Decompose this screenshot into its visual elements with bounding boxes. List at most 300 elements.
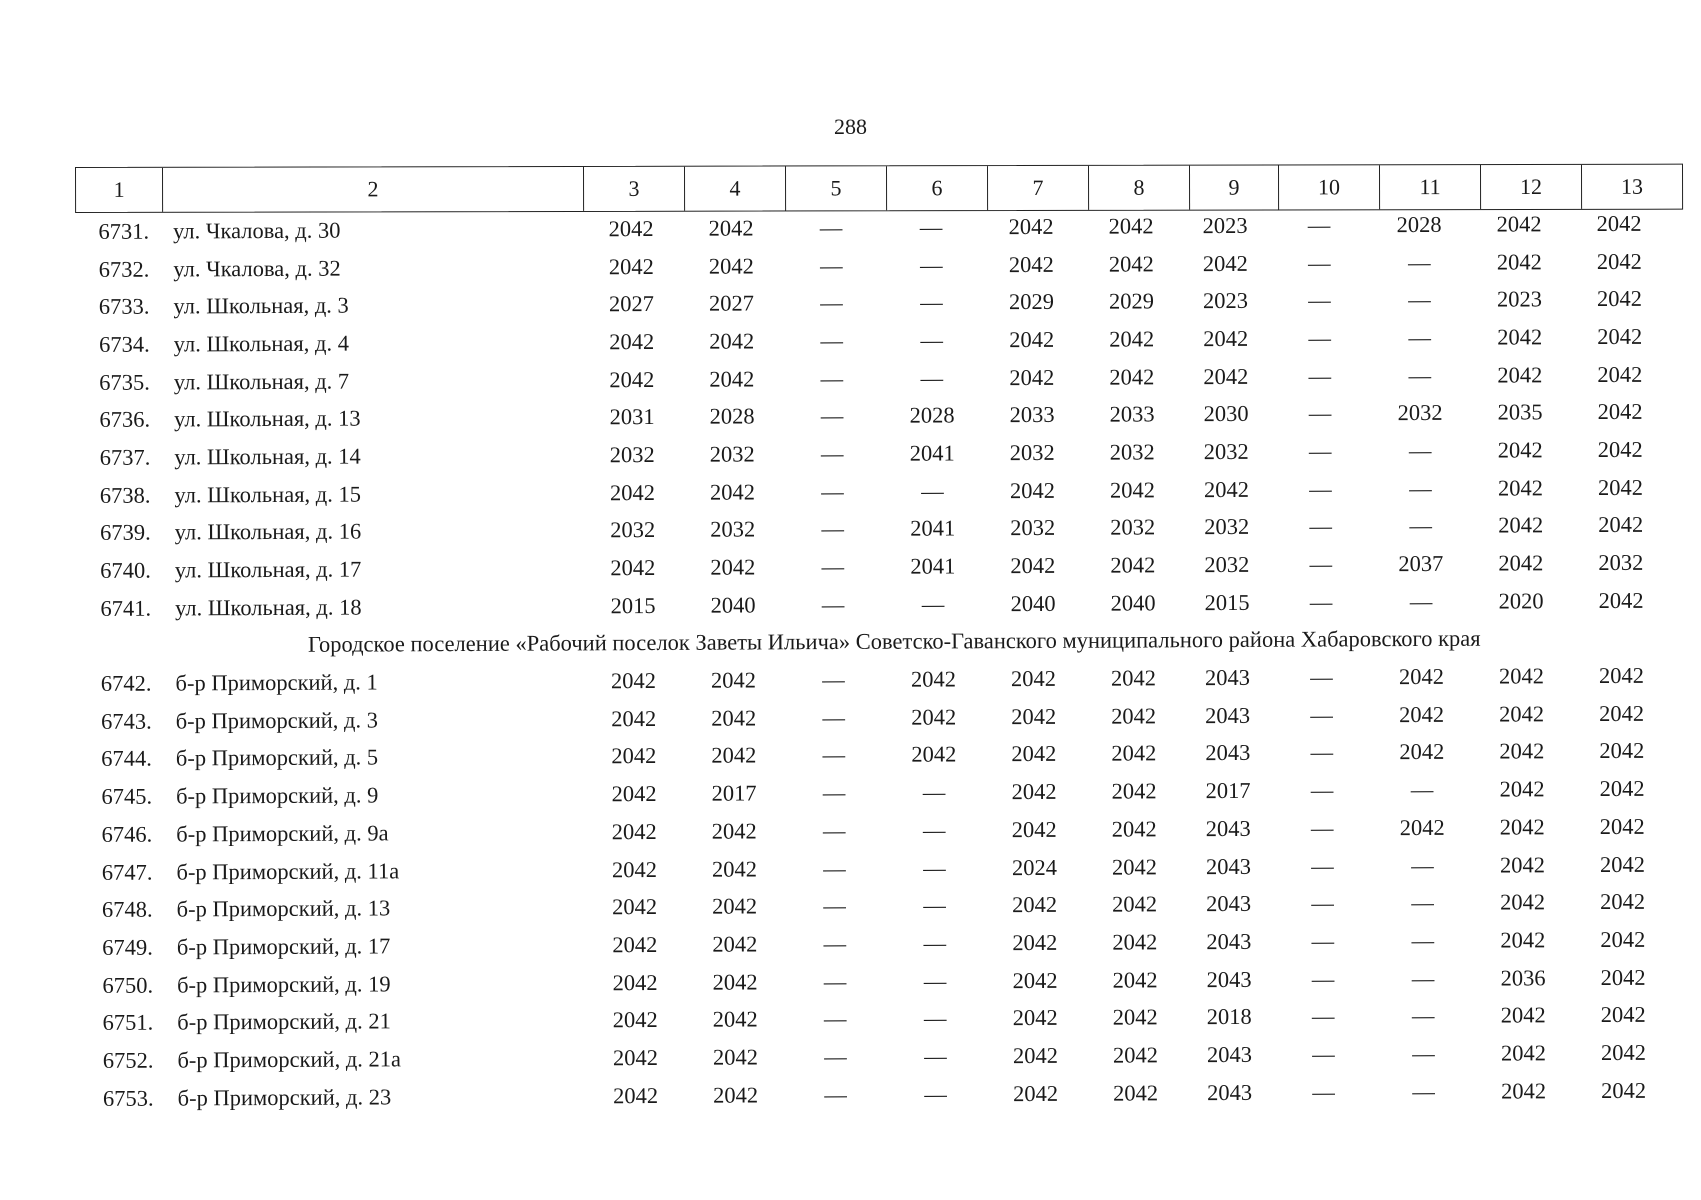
year-cell: 2042 <box>1501 1077 1547 1104</box>
year-cell: 2042 <box>608 215 654 242</box>
year-cell: 2042 <box>1498 550 1544 576</box>
year-cell: 2029 <box>1108 288 1155 314</box>
year-cell: — <box>1309 589 1333 615</box>
year-cell: 2042 <box>1598 662 1645 689</box>
year-cell: — <box>1310 739 1334 766</box>
year-cell: — <box>1312 1041 1335 1067</box>
year-cell: — <box>922 817 946 843</box>
year-cell: 2042 <box>1497 361 1543 388</box>
year-cell: 2042 <box>1598 587 1644 613</box>
year-cell: 2042 <box>1011 816 1057 842</box>
year-cell: 2042 <box>911 741 957 768</box>
year-cell: 2042 <box>1497 474 1544 501</box>
year-cell: 2029 <box>1008 289 1055 315</box>
year-cell: 2042 <box>1013 1080 1059 1106</box>
year-cell: 2042 <box>710 667 757 693</box>
year-cell: 2023 <box>1496 286 1543 312</box>
year-cell: 2042 <box>1500 1040 1546 1066</box>
year-cell: 2042 <box>611 743 657 769</box>
year-cell: 2041 <box>910 553 956 579</box>
year-cell: 2042 <box>1112 929 1158 955</box>
year-cell: 2042 <box>1599 738 1645 764</box>
year-cell: 2037 <box>1398 550 1444 577</box>
year-cell: 2042 <box>709 366 755 392</box>
year-cell: 2042 <box>611 781 657 807</box>
year-cell: — <box>1411 1003 1435 1029</box>
year-cell: — <box>822 742 846 768</box>
table-row <box>80 1071 1674 1117</box>
year-cell: — <box>1410 777 1434 803</box>
year-cell: — <box>1311 928 1335 954</box>
year-cell: — <box>823 968 847 994</box>
year-cell: — <box>920 327 943 353</box>
address-cell: б-р Приморский, д. 5 <box>175 744 379 771</box>
year-cell: 2042 <box>1109 477 1156 503</box>
year-cell: 2042 <box>1010 552 1056 579</box>
year-cell: 2027 <box>608 291 655 317</box>
year-cell: 2042 <box>1399 739 1445 765</box>
row-number: 6733. <box>98 293 150 320</box>
year-cell: 2042 <box>1109 326 1155 352</box>
year-cell: — <box>821 554 845 580</box>
year-cell: 2042 <box>1497 324 1543 350</box>
year-cell: 2042 <box>1398 663 1445 690</box>
year-cell: 2042 <box>1498 663 1545 689</box>
address-cell: ул. Школьная, д. 16 <box>174 518 362 545</box>
header-cell-10: 10 <box>1278 165 1379 209</box>
year-cell: 2042 <box>1010 665 1057 692</box>
year-cell: 2027 <box>708 290 755 316</box>
year-cell: 2042 <box>1500 889 1546 915</box>
year-cell: 2043 <box>1205 853 1251 879</box>
year-cell: 2042 <box>1011 741 1057 767</box>
year-cell: — <box>823 855 846 881</box>
year-cell: 2042 <box>1111 853 1158 880</box>
year-cell: 2024 <box>1011 854 1058 880</box>
year-cell: 2043 <box>1206 966 1252 992</box>
year-cell: — <box>819 252 843 278</box>
page-number: 288 <box>834 114 867 139</box>
year-cell: 2042 <box>1499 776 1545 802</box>
year-cell: 2042 <box>1012 1005 1058 1031</box>
address-cell: ул. Чкалова, д. 30 <box>173 217 341 244</box>
year-cell: 2042 <box>1497 437 1543 463</box>
year-cell: 2043 <box>1204 664 1251 691</box>
year-cell: — <box>919 251 943 278</box>
year-cell: 2042 <box>1600 1002 1646 1028</box>
year-cell: 2042 <box>1499 814 1545 840</box>
year-cell: 2042 <box>609 366 655 392</box>
year-cell: 2015 <box>610 592 656 618</box>
year-cell: — <box>923 892 946 918</box>
year-cell: — <box>920 289 943 315</box>
year-cell: — <box>821 516 844 542</box>
year-cell: — <box>1311 852 1334 879</box>
year-cell: 2042 <box>1601 1077 1647 1103</box>
year-cell: 2043 <box>1205 815 1251 841</box>
year-cell: 2042 <box>610 668 657 694</box>
year-cell: — <box>1310 702 1333 728</box>
year-cell: 2042 <box>1012 1042 1058 1069</box>
table-body <box>75 205 1674 1118</box>
year-cell: 2042 <box>1596 210 1642 236</box>
address-cell: б-р Приморский, д. 21 <box>177 1008 391 1035</box>
year-cell: 2042 <box>1600 889 1646 915</box>
year-cell: 2035 <box>1497 399 1543 425</box>
year-cell: — <box>819 214 843 240</box>
row-number: 6750. <box>102 972 154 998</box>
year-cell: — <box>1311 890 1334 916</box>
year-cell: 2042 <box>610 554 656 581</box>
year-cell: 2042 <box>1599 700 1645 726</box>
year-cell: 2042 <box>612 1044 658 1071</box>
year-cell: 2032 <box>609 441 655 468</box>
year-cell: 2042 <box>1109 363 1155 390</box>
year-cell: — <box>923 968 947 994</box>
address-cell: ул. Школьная, д. 13 <box>174 405 361 432</box>
year-cell: 2018 <box>1206 1004 1252 1030</box>
year-cell: 2043 <box>1206 891 1252 917</box>
year-cell: 2042 <box>711 705 757 731</box>
year-cell: 2020 <box>1498 588 1544 614</box>
year-cell: — <box>923 1005 947 1031</box>
year-cell: 2042 <box>709 328 755 354</box>
row-number: 6740. <box>100 557 151 583</box>
year-cell: — <box>824 1081 847 1107</box>
header-cell-5: 5 <box>785 166 886 210</box>
year-cell: 2042 <box>1112 966 1158 993</box>
row-number: 6747. <box>101 859 153 885</box>
year-cell: 2042 <box>612 931 658 958</box>
year-cell: 2033 <box>1109 401 1155 427</box>
year-cell: 2042 <box>1203 476 1250 502</box>
header-cell-9: 9 <box>1189 165 1278 209</box>
year-cell: 2042 <box>1202 250 1248 276</box>
year-cell: — <box>1309 513 1332 539</box>
address-cell: б-р Приморский, д. 13 <box>176 895 391 922</box>
year-cell: — <box>820 290 843 316</box>
row-number: 6731. <box>98 218 150 244</box>
year-cell: 2042 <box>710 554 756 580</box>
address-cell: ул. Школьная, д. 14 <box>174 443 361 470</box>
year-cell: — <box>923 854 946 881</box>
header-cell-11: 11 <box>1379 165 1480 209</box>
year-cell: 2042 <box>708 215 754 241</box>
year-cell: — <box>1409 475 1432 501</box>
year-cell: — <box>1408 437 1432 463</box>
year-cell: — <box>822 704 845 730</box>
year-cell: — <box>820 403 844 429</box>
year-cell: 2042 <box>1111 778 1157 804</box>
year-cell: 2042 <box>1110 552 1156 578</box>
year-cell: 2042 <box>1600 1039 1646 1065</box>
year-cell: — <box>1408 324 1431 350</box>
year-cell: 2042 <box>1012 892 1058 918</box>
year-cell: 2042 <box>1111 816 1157 842</box>
year-cell: 2042 <box>1600 964 1646 990</box>
year-cell: — <box>822 817 846 843</box>
row-number: 6748. <box>101 896 153 923</box>
year-cell: — <box>921 478 944 504</box>
year-cell: 2032 <box>1397 400 1443 426</box>
year-cell: 2042 <box>1598 512 1644 538</box>
year-cell: — <box>1409 513 1432 539</box>
year-cell: — <box>1411 927 1435 953</box>
year-cell: — <box>1308 325 1331 351</box>
year-cell: 2042 <box>1399 701 1445 727</box>
year-cell: — <box>1412 1040 1435 1066</box>
year-cell: 2042 <box>1113 1079 1159 1106</box>
year-cell: — <box>1309 551 1333 577</box>
year-cell: 2042 <box>1112 891 1158 917</box>
address-cell: ул. Школьная, д. 3 <box>173 292 349 319</box>
address-cell: б-р Приморский, д. 1 <box>175 669 378 696</box>
year-cell: 2032 <box>1110 514 1156 540</box>
year-cell: 2042 <box>1599 813 1645 839</box>
year-cell: 2028 <box>909 402 955 428</box>
year-cell: 2042 <box>1009 477 1056 503</box>
year-cell: 2032 <box>1010 515 1056 541</box>
year-cell: 2042 <box>1596 286 1643 312</box>
year-cell: 2042 <box>1009 326 1055 353</box>
address-cell: б-р Приморский, д. 21а <box>177 1046 402 1073</box>
address-cell: б-р Приморский, д. 11а <box>176 857 400 885</box>
year-cell: — <box>821 478 844 504</box>
year-cell: — <box>924 1081 947 1107</box>
year-cell: — <box>1408 362 1432 388</box>
year-cell: 2042 <box>611 818 657 845</box>
year-cell: 2015 <box>1204 589 1250 615</box>
year-cell: 2042 <box>711 818 757 844</box>
row-number: 6743. <box>100 708 152 734</box>
year-cell: 2032 <box>710 516 756 543</box>
year-cell: 2040 <box>1010 590 1056 616</box>
address-cell: б-р Приморский, д. 3 <box>175 707 379 734</box>
row-number: 6753. <box>102 1085 154 1111</box>
year-cell: 2036 <box>1500 964 1546 991</box>
row-number: 6752. <box>102 1047 154 1073</box>
year-cell: 2042 <box>911 704 957 730</box>
year-cell: — <box>1308 287 1331 313</box>
year-cell: — <box>1409 588 1433 614</box>
year-cell: 2032 <box>610 517 656 543</box>
row-number: 6734. <box>98 331 150 357</box>
year-cell: — <box>1407 249 1431 275</box>
year-cell: 2042 <box>910 666 957 692</box>
year-cell: — <box>1411 852 1434 878</box>
year-cell: 2042 <box>1597 323 1643 349</box>
year-cell: 2042 <box>1108 250 1154 277</box>
header-cell-8: 8 <box>1088 166 1189 210</box>
year-cell: 2042 <box>609 328 655 355</box>
year-cell: 2043 <box>1206 1041 1252 1068</box>
year-cell: — <box>919 214 943 240</box>
year-cell: — <box>1311 1003 1335 1029</box>
year-cell: — <box>1411 890 1434 916</box>
address-cell: б-р Приморский, д. 19 <box>176 970 391 998</box>
year-cell: 2042 <box>1597 399 1643 425</box>
year-cell: 2040 <box>710 592 756 618</box>
year-cell: 2042 <box>1008 251 1054 277</box>
year-cell: 2042 <box>1012 929 1058 956</box>
year-cell: 2032 <box>709 441 755 467</box>
year-cell: — <box>1309 476 1332 502</box>
year-cell: 2042 <box>712 1006 758 1032</box>
year-cell: — <box>822 780 846 806</box>
year-cell: — <box>924 1043 947 1069</box>
header-cell-13: 13 <box>1581 165 1682 209</box>
year-cell: 2042 <box>1599 851 1645 877</box>
year-cell: 2023 <box>1202 288 1249 314</box>
year-cell: 2042 <box>613 1082 659 1108</box>
year-cell: — <box>824 1043 847 1070</box>
row-number: 6738. <box>99 482 151 508</box>
year-cell: — <box>822 667 845 693</box>
row-number: 6741. <box>100 595 152 621</box>
year-cell: 2042 <box>612 1007 658 1033</box>
year-cell: 2032 <box>1204 514 1250 540</box>
address-cell: ул. Школьная, д. 4 <box>173 330 349 357</box>
header-cell-3: 3 <box>583 167 684 211</box>
year-cell: 2042 <box>1500 1002 1546 1028</box>
year-cell: — <box>1408 287 1431 313</box>
year-cell: — <box>821 591 845 617</box>
header-cell-2: 2 <box>162 167 583 212</box>
year-cell: 2042 <box>1011 703 1057 729</box>
year-cell: — <box>823 1006 847 1032</box>
year-cell: 2032 <box>1109 439 1155 465</box>
year-cell: 2042 <box>1009 364 1055 390</box>
address-cell: ул. Школьная, д. 15 <box>174 481 362 508</box>
year-cell: — <box>1307 249 1331 276</box>
address-cell: ул. Школьная, д. 17 <box>174 556 362 583</box>
year-cell: 2042 <box>1597 474 1644 500</box>
year-cell: — <box>823 930 847 956</box>
year-cell: — <box>820 327 843 354</box>
year-cell: 2042 <box>1203 363 1249 389</box>
year-cell: 2042 <box>1597 436 1643 462</box>
year-cell: 2043 <box>1205 740 1251 766</box>
year-cell: — <box>1308 438 1332 464</box>
section-title: Городское поселение «Рабочий поселок Заветы Ильича» Советско-Гаванского муниципального района Хабаровского края <box>307 626 1481 658</box>
year-cell: 2032 <box>1204 551 1250 578</box>
year-cell: 2032 <box>1203 438 1249 465</box>
year-cell: — <box>1308 400 1332 426</box>
year-cell: — <box>823 893 846 919</box>
row-number: 6742. <box>100 670 152 696</box>
year-cell: 2042 <box>713 1082 759 1108</box>
year-cell: — <box>1310 815 1334 841</box>
row-number: 6736. <box>99 406 151 433</box>
address-cell: ул. Школьная, д. 7 <box>173 368 350 395</box>
year-cell: 2042 <box>609 479 656 505</box>
row-number: 6744. <box>101 746 152 772</box>
year-cell: 2042 <box>1600 926 1646 952</box>
year-cell: 2042 <box>711 742 757 769</box>
year-cell: 2032 <box>1598 549 1644 576</box>
year-cell: 2028 <box>1396 211 1442 237</box>
header-cell-1: 1 <box>113 176 125 202</box>
year-cell: 2042 <box>1111 703 1157 729</box>
year-cell: 2042 <box>1108 213 1154 239</box>
year-cell: — <box>820 365 844 391</box>
year-cell: — <box>1412 1078 1435 1104</box>
year-cell: 2042 <box>1500 927 1546 953</box>
year-cell: 2042 <box>1498 512 1544 538</box>
year-cell: 2042 <box>708 252 754 279</box>
year-cell: — <box>1310 664 1333 690</box>
year-cell: 2042 <box>1496 248 1542 275</box>
year-cell: 2041 <box>909 440 955 466</box>
year-cell: 2042 <box>1008 213 1054 239</box>
year-cell: 2042 <box>1596 248 1642 274</box>
year-cell: — <box>1310 777 1334 803</box>
year-cell: 2017 <box>1205 778 1251 804</box>
year-cell: 2043 <box>1206 928 1252 954</box>
year-cell: 2031 <box>609 404 655 430</box>
year-cell: 2042 <box>611 856 658 882</box>
header-cell-6: 6 <box>886 166 987 210</box>
year-cell: — <box>1311 966 1335 992</box>
year-cell: 2042 <box>611 705 657 731</box>
year-cell: 2042 <box>1111 740 1157 767</box>
year-cell: 2042 <box>709 479 756 505</box>
year-cell: 2042 <box>1112 1004 1158 1030</box>
year-cell: — <box>1312 1079 1335 1105</box>
year-cell: 2042 <box>712 1044 758 1070</box>
year-cell: 2032 <box>1009 439 1055 466</box>
year-cell: 2042 <box>1011 779 1057 805</box>
year-cell: 2042 <box>1599 775 1645 802</box>
year-cell: 2017 <box>711 780 757 806</box>
year-cell: — <box>820 440 844 467</box>
year-cell: — <box>1308 363 1332 389</box>
address-cell: ул. Школьная, д. 18 <box>175 594 362 621</box>
year-cell: — <box>922 779 946 805</box>
header-cell-4: 4 <box>684 167 785 211</box>
year-cell: 2041 <box>910 515 956 541</box>
row-number: 6751. <box>102 1009 154 1036</box>
year-cell: — <box>1307 212 1331 238</box>
year-cell: 2042 <box>711 855 758 882</box>
year-cell: 2042 <box>1112 1042 1158 1068</box>
year-cell: 2042 <box>1110 665 1157 691</box>
year-cell: 2028 <box>709 403 755 429</box>
row-number: 6746. <box>101 821 153 847</box>
year-cell: 2042 <box>612 894 658 920</box>
year-cell: 2042 <box>608 253 654 279</box>
year-cell: 2042 <box>1499 851 1545 878</box>
row-number: 6749. <box>102 934 153 960</box>
address-cell: б-р Приморский, д. 9 <box>175 782 379 809</box>
address-cell: ул. Чкалова, д. 32 <box>173 255 341 282</box>
year-cell: — <box>1411 965 1435 991</box>
row-number: 6745. <box>101 783 153 810</box>
address-cell: б-р Приморский, д. 9а <box>176 820 389 847</box>
year-cell: 2042 <box>1499 701 1545 727</box>
row-number: 6735. <box>99 369 150 395</box>
address-cell: б-р Приморский, д. 17 <box>176 933 391 960</box>
year-cell: 2042 <box>1399 814 1445 840</box>
year-cell: — <box>923 930 947 956</box>
row-number: 6732. <box>98 256 150 282</box>
year-cell: 2030 <box>1203 401 1249 427</box>
row-number: 6739. <box>99 519 151 546</box>
year-cell: 2033 <box>1009 402 1055 428</box>
year-cell: 2023 <box>1202 212 1248 238</box>
year-cell: 2042 <box>1499 738 1545 765</box>
year-cell: 2043 <box>1205 702 1251 728</box>
